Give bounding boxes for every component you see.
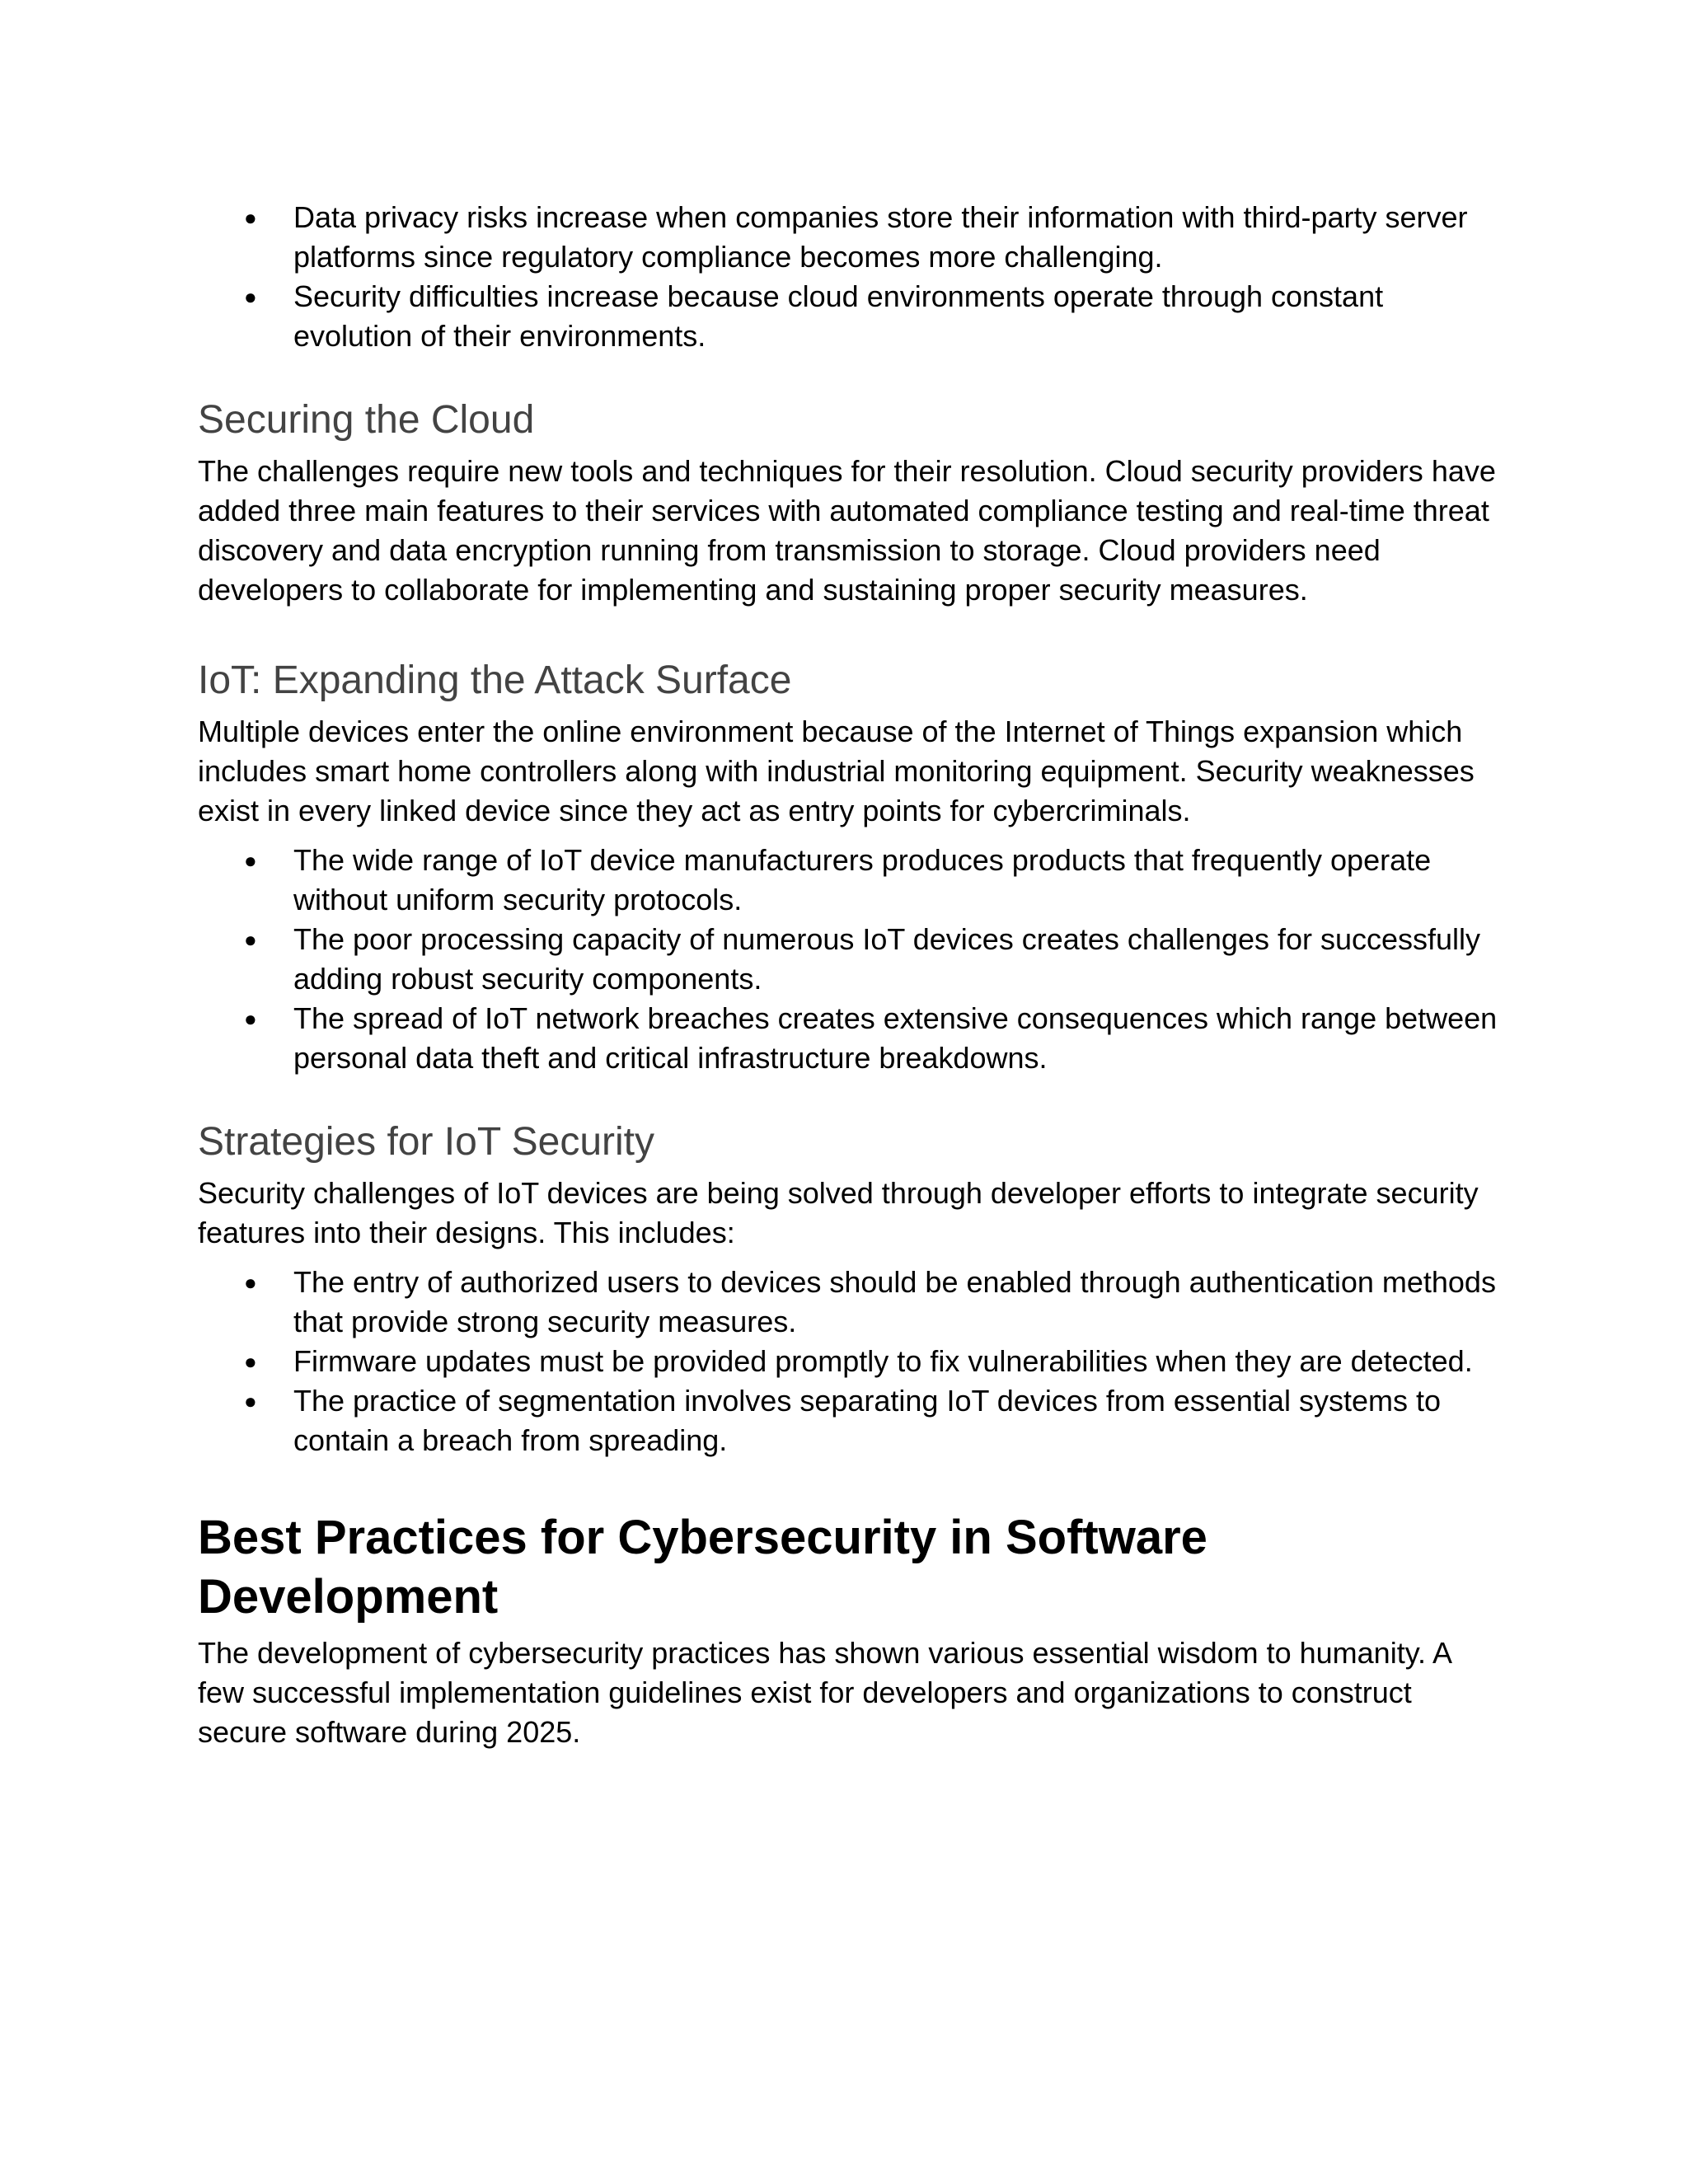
list-item: ● The practice of segmentation involves separating IoT devices from essential systems to contain a breach from spreading. xyxy=(293,1381,1500,1460)
intro-bullet-list xyxy=(198,198,1500,356)
section-paragraph-iot-attack-surface: Multiple devices enter the online environment because of the Internet of Things expansion which includes smart home controllers along with industrial monitoring equipment. Security weaknesses exist in every linked device since they act as entry points for cybercriminals. xyxy=(198,715,1475,827)
bullet-icon: ● xyxy=(244,284,257,309)
section-paragraph-iot-strategies: Security challenges of IoT devices are being solved through developer efforts to integrate security features into their designs. This includes: xyxy=(198,1176,1479,1249)
document-page xyxy=(198,188,1500,1752)
iot-attack-bullet-list xyxy=(198,841,1500,1078)
section-heading-iot-strategies: Strategies for IoT Security xyxy=(198,1120,655,1164)
list-item: ● The wide range of IoT device manufacturers produces products that frequently operate without uniform security protocols. xyxy=(293,841,1500,920)
bullet-icon: ● xyxy=(244,1389,257,1413)
bullet-icon: ● xyxy=(244,1270,257,1295)
section-heading-iot-attack-surface: IoT: Expanding the Attack Surface xyxy=(198,658,792,702)
list-item: ● The entry of authorized users to devices should be enabled through authentication methods that provide strong security measures. xyxy=(293,1263,1500,1342)
list-item: ● The spread of IoT network breaches creates extensive consequences which range between personal data theft and critical infrastructure breakdowns. xyxy=(293,999,1500,1078)
bullet-icon: ● xyxy=(244,205,257,230)
section-heading-securing-cloud: Securing the Cloud xyxy=(198,398,535,442)
list-item: ● Security difficulties increase because cloud environments operate through constant evolution of their environments. xyxy=(293,277,1500,356)
bullet-icon: ● xyxy=(244,927,257,952)
section-paragraph-best-practices: The development of cybersecurity practices has shown various essential wisdom to humanity. A few successful implementation guidelines exist for developers and organizations to construct secure software during 2025. xyxy=(198,1636,1451,1749)
bullet-icon: ● xyxy=(244,1349,257,1374)
list-item: ● The poor processing capacity of numerous IoT devices creates challenges for successfully adding robust security components. xyxy=(293,920,1500,999)
bullet-icon: ● xyxy=(244,848,257,873)
list-item: ● Firmware updates must be provided promptly to fix vulnerabilities when they are detected. xyxy=(293,1342,1500,1381)
section-paragraph-securing-cloud: The challenges require new tools and techniques for their resolution. Cloud security providers have added three main features to their services with automated compliance testing and real-time threat discovery and data encryption running from transmission to storage. Cloud providers need developers to collaborate for implementing and sustaining proper security measures. xyxy=(198,454,1496,607)
iot-strategies-bullet-list xyxy=(198,1263,1500,1460)
section-heading-best-practices: Best Practices for Cybersecurity in Software Development xyxy=(198,1511,1207,1624)
list-item: ● Data privacy risks increase when companies store their information with third-party server platforms since regulatory compliance becomes more challenging. xyxy=(293,198,1500,277)
bullet-icon: ● xyxy=(244,1006,257,1031)
